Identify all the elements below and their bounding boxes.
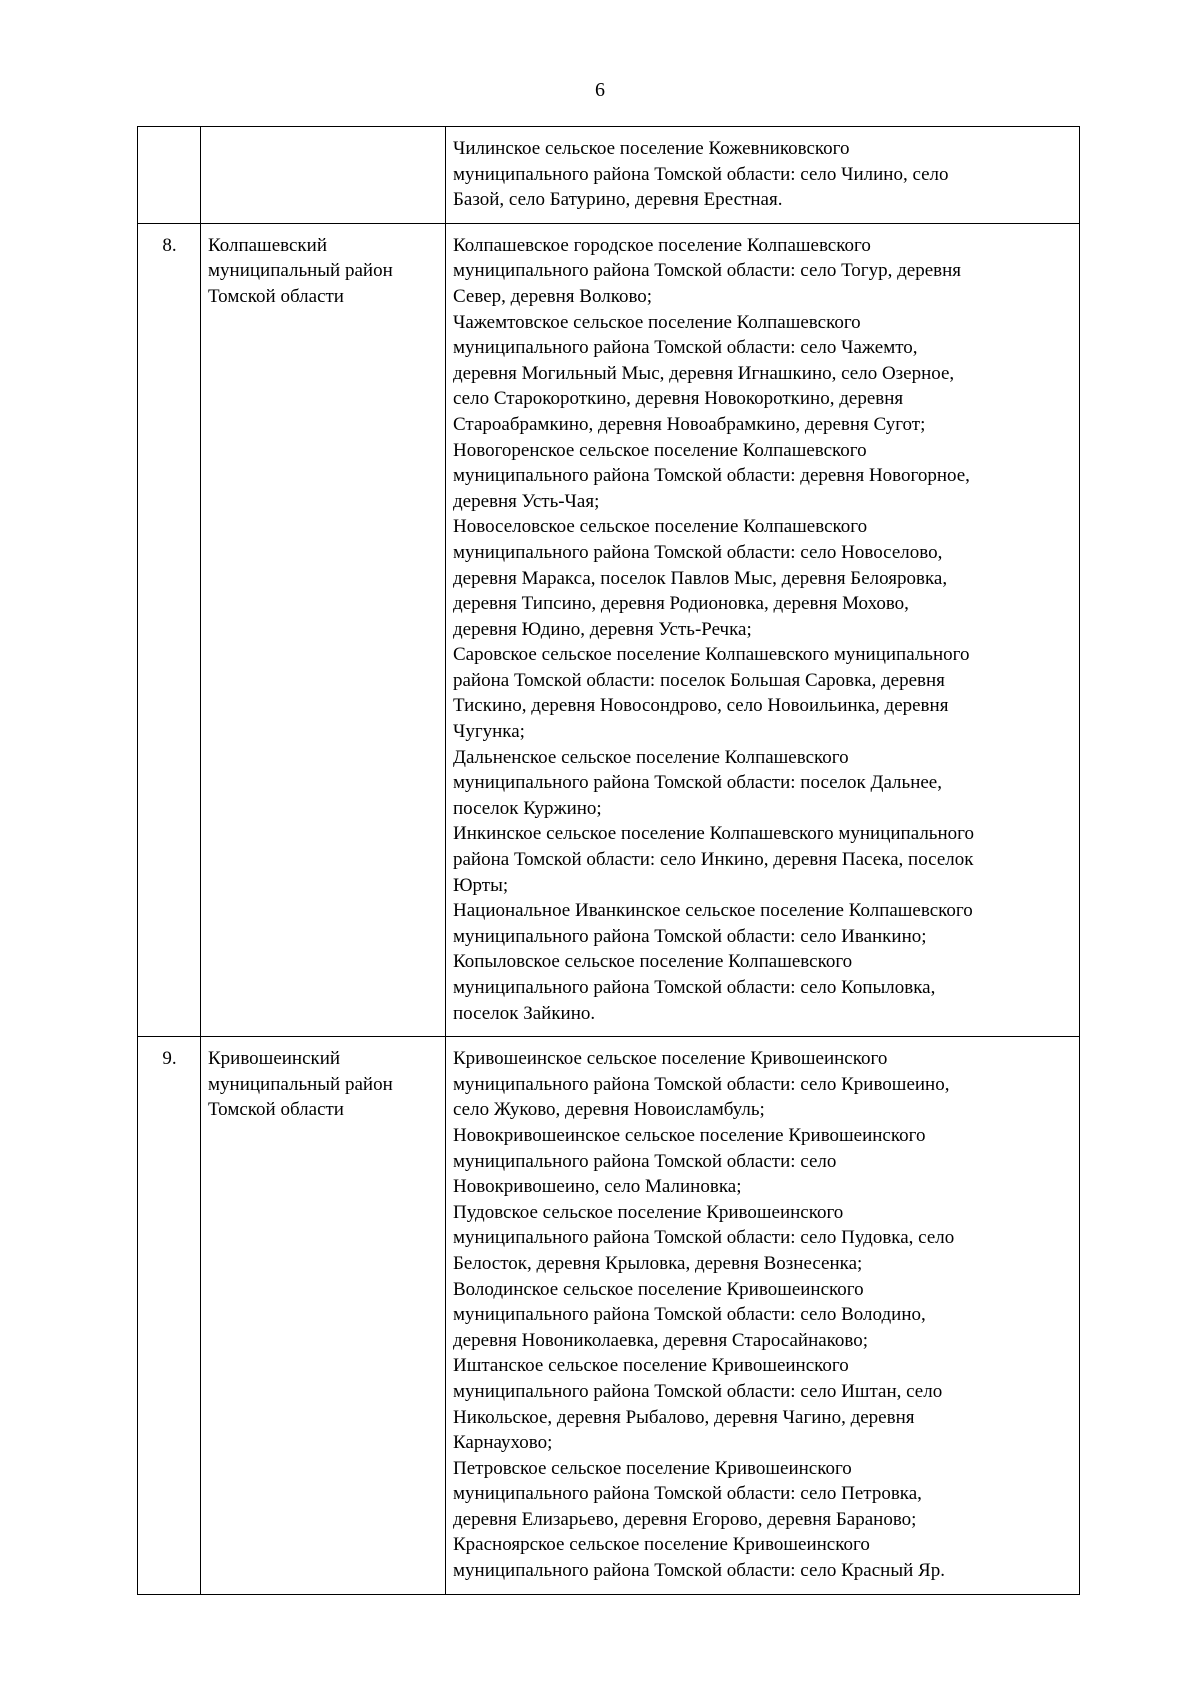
settlement-line: Инкинское сельское поселение Колпашевского муниципального (453, 823, 974, 845)
settlement-line: деревня Маракса, поселок Павлов Мыс, деревня Белояровка, (453, 567, 948, 589)
settlement-line: Базой, село Батурино, деревня Ерестная. (453, 189, 783, 211)
settlement-line: Север, деревня Волково; (453, 285, 653, 307)
settlement-line: Никольское, деревня Рыбалово, деревня Чагино, деревня (453, 1406, 915, 1428)
settlements-cell (446, 1037, 1080, 1594)
settlement-line: Новоселовское сельское поселение Колпашевского (453, 516, 868, 538)
district-line: Томской области (208, 1099, 344, 1121)
district-line: Кривошеинский (208, 1048, 341, 1070)
settlements-table (137, 126, 1080, 1595)
district-cell (201, 1037, 446, 1594)
settlement-line: Староабрамкино, деревня Новоабрамкино, деревня Сугот; (453, 413, 926, 435)
page-number: 6 (595, 79, 605, 101)
settlement-line: Дальненское сельское поселение Колпашевского (453, 746, 849, 768)
settlement-line: Чилинское сельское поселение Кожевниковского (453, 138, 850, 159)
settlement-line: Саровское сельское поселение Колпашевского муниципального (453, 644, 970, 666)
settlement-line: муниципального района Томской области: деревня Новогорное, (453, 465, 970, 487)
settlement-line: муниципального района Томской области: село Красный Яр. (453, 1560, 945, 1582)
settlement-line: деревня Типсино, деревня Родионовка, деревня Мохово, (453, 593, 909, 615)
row-number-cell: 9. (138, 1037, 201, 1594)
settlement-line: муниципального района Томской области: село Петровка, (453, 1483, 922, 1505)
settlement-line: Новокривошеинское сельское поселение Кривошеинского (453, 1124, 926, 1146)
district-line: муниципальный район (208, 1073, 393, 1095)
district-line: Колпашевский (208, 234, 327, 256)
settlement-line: муниципального района Томской области: село Иштан, село (453, 1380, 943, 1402)
settlement-line: Володинское сельское поселение Кривошеинского (453, 1278, 864, 1300)
settlement-line: деревня Могильный Мыс, деревня Игнашкино, село Озерное, (453, 362, 955, 384)
table-row (138, 127, 1080, 224)
settlement-line: муниципального района Томской области: село Тогур, деревня (453, 260, 962, 282)
settlement-line: деревня Елизарьево, деревня Егорово, деревня Бараново; (453, 1508, 917, 1530)
settlement-line: деревня Новониколаевка, деревня Старосайнаково; (453, 1329, 869, 1351)
row-number-cell (138, 127, 201, 224)
settlement-line: муниципального района Томской области: поселок Дальнее, (453, 772, 942, 794)
district-line: Томской области (208, 285, 344, 307)
settlement-line: муниципального района Томской области: село Кривошеино, (453, 1073, 950, 1095)
settlement-line: деревня Усть-Чая; (453, 490, 600, 512)
settlement-line: муниципального района Томской области: село Чажемто, (453, 337, 918, 359)
settlement-line: Белосток, деревня Крыловка, деревня Вознесенка; (453, 1252, 863, 1274)
table-body (138, 127, 1080, 1595)
settlement-line: района Томской области: поселок Большая Саровка, деревня (453, 669, 945, 691)
settlement-line: поселок Зайкино. (453, 1002, 596, 1024)
settlement-line: поселок Куржино; (453, 797, 602, 819)
settlement-line: муниципального района Томской области: село Копыловка, (453, 977, 936, 998)
settlement-line: Петровское сельское поселение Кривошеинского (453, 1457, 852, 1479)
district-cell (201, 223, 446, 1036)
settlement-line: муниципального района Томской области: село Володино, (453, 1304, 926, 1326)
settlement-line: Копыловское сельское поселение Колпашевского (453, 951, 853, 973)
settlement-line: Юрты; (453, 874, 509, 896)
settlement-line: муниципального района Томской области: село Новоселово, (453, 541, 943, 563)
settlement-line: село Жуково, деревня Новоисламбуль; (453, 1099, 765, 1121)
settlement-line: Красноярское сельское поселение Кривошеинского (453, 1534, 870, 1556)
settlements-cell (446, 223, 1080, 1036)
settlement-line: муниципального района Томской области: село Пудовка, село (453, 1227, 955, 1249)
table-row (138, 223, 1080, 1036)
district-cell (201, 127, 446, 224)
settlement-line: Новокривошеино, село Малиновка; (453, 1176, 742, 1198)
settlement-line: муниципального района Томской области: село Иванкино; (453, 925, 927, 947)
settlement-line: района Томской области: село Инкино, деревня Пасека, поселок (453, 849, 974, 871)
table-row (138, 1037, 1080, 1594)
district-line: муниципальный район (208, 260, 393, 282)
settlement-line: Пудовское сельское поселение Кривошеинского (453, 1201, 844, 1223)
settlement-line: муниципального района Томской области: село Чилино, село (453, 163, 949, 185)
settlement-line: Карнаухово; (453, 1432, 553, 1454)
settlement-line: Чугунка; (453, 721, 525, 743)
settlement-line: Национальное Иванкинское сельское поселение Колпашевского (453, 900, 973, 922)
settlement-line: Колпашевское городское поселение Колпашевского (453, 234, 871, 256)
settlements-cell (446, 127, 1080, 224)
settlement-line: муниципального района Томской области: село (453, 1150, 837, 1172)
settlement-line: деревня Юдино, деревня Усть-Речка; (453, 618, 752, 640)
settlement-line: Чажемтовское сельское поселение Колпашевского (453, 311, 861, 333)
settlement-line: село Старокороткино, деревня Новокороткино, деревня (453, 388, 904, 410)
settlement-line: Кривошеинское сельское поселение Кривошеинского (453, 1048, 888, 1070)
settlement-line: Иштанское сельское поселение Кривошеинского (453, 1355, 849, 1377)
settlement-line: Новогоренское сельское поселение Колпашевского (453, 439, 867, 461)
row-number-cell: 8. (138, 223, 201, 1036)
settlement-line: Тискино, деревня Новосондрово, село Новоильинка, деревня (453, 695, 949, 717)
